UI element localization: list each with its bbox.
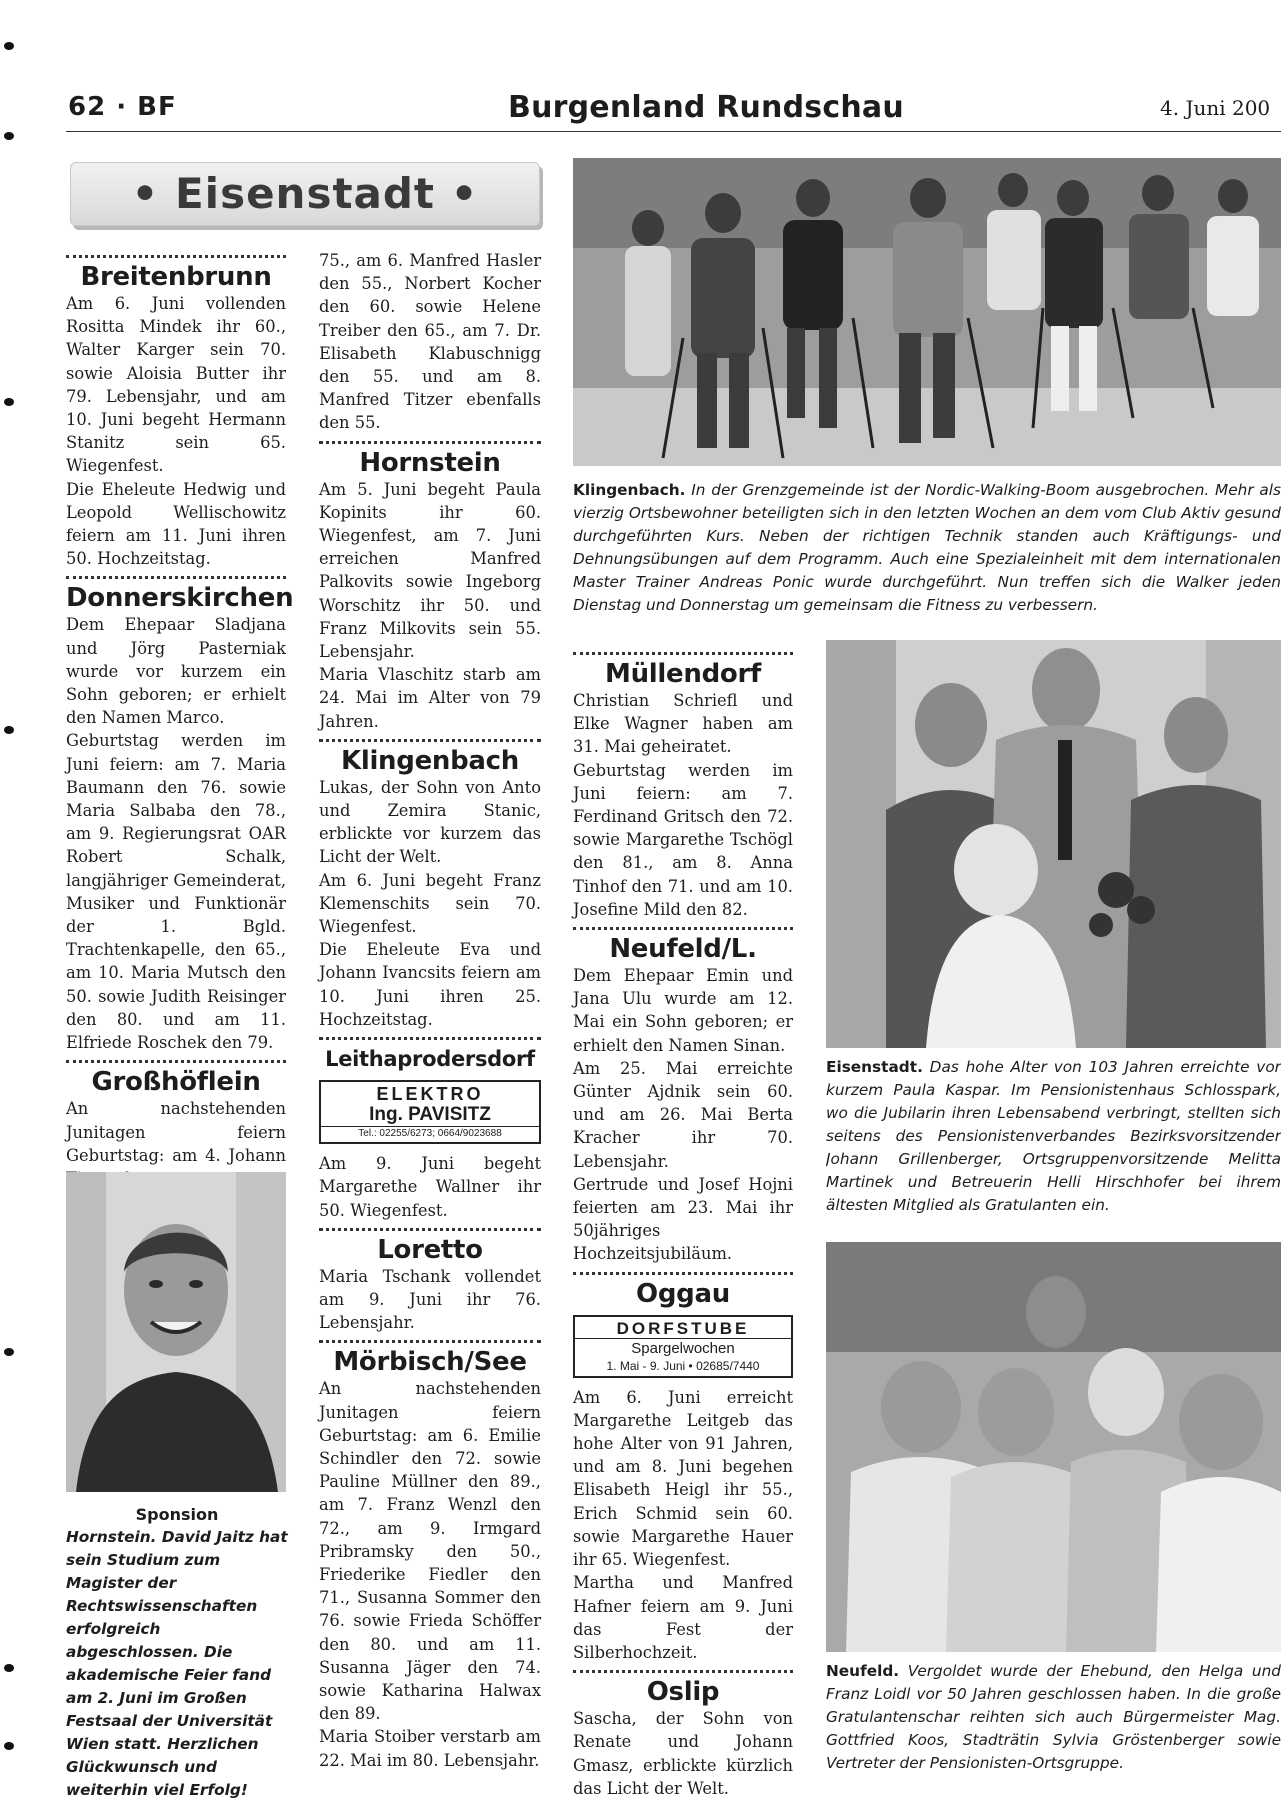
article-text: Lukas, der Sohn von Anto und Zemira Stanic, erblickte vor kurzem das Licht der Welt. <box>319 777 541 867</box>
article-text: Die Eheleute Hedwig und Leopold Wellischowitz feiern am 11. Juni ihren 50. Hochzeitstag. <box>66 479 286 569</box>
sponsion-caption <box>66 1503 288 1802</box>
divider <box>66 576 286 579</box>
heading-muellendorf: Müllendorf <box>605 659 761 689</box>
article-text: An nachstehenden Junitagen feiern Geburtstag: am 6. Emilie Schindler den 72. sowie Pauline Müllner den 89., am 7. Franz Wenzl den 72., am 9. Irmgard Pribramsky den 50., Friederike Fiedler den 71., Susanna Sommer den 76. sowie Frieda Schöffer den 80. und am 11. Susanna Jäger den 74. sowie Katharina Halwax den 89. <box>319 1379 541 1724</box>
ad-line: Spargelwochen <box>631 1339 735 1357</box>
caption-text: Vergoldet wurde der Ehebund, den Helga und Franz Loidl vor 50 Jahren geschlossen haben. In die große Gratulantenschar reihten sich auch Bürgermeister Mag. Gottfried Koos, Stadträtin Sylvia Gröstenberger sowie Vertreter der Pensionisten-Ortsgruppe. <box>826 1662 1281 1772</box>
divider <box>319 441 541 444</box>
heading-oslip: Oslip <box>646 1677 720 1708</box>
divider <box>66 1060 286 1063</box>
ad-dorfstube <box>573 1315 793 1378</box>
caption-lead: Neufeld. <box>826 1662 900 1680</box>
walkers-illustration <box>573 158 1281 466</box>
neufeld-golden-wedding-photo <box>826 1242 1281 1652</box>
header-rule <box>66 131 1281 132</box>
issue-date: 4. Juni 200 <box>1160 96 1271 120</box>
ad-line: Ing. PAVISITZ <box>369 1104 491 1126</box>
article-text: Dem Ehepaar Emin und Jana Ulu wurde am 12. Mai ein Sohn geboren; er erhielt den Namen Sinan. <box>573 966 793 1055</box>
heading-donnerskirchen: Donnerskirchen <box>66 583 294 614</box>
caption-lead: Klingenbach. <box>573 481 686 499</box>
section-banner <box>70 162 540 226</box>
eisenstadt-photo-caption <box>826 1056 1281 1222</box>
article-text: Martha und Manfred Hafner feiern am 9. Juni das Fest der Silberhochzeit. <box>573 1573 793 1662</box>
article-text: Gertrude und Josef Hojni feierten am 23. Mai ihr 50jähriges Hochzeitsjubiläum. <box>573 1174 793 1264</box>
divider <box>319 1340 541 1343</box>
ad-line: 1. Mai - 9. Juni • 02685/7440 <box>606 1358 760 1373</box>
heading-breitenbrunn: Breitenbrunn <box>80 262 272 292</box>
article-text: Geburtstag werden im Juni feiern: am 7. Maria Baumann den 76. sowie Maria Salbaba den 78., am 9. Regierungsrat OAR Robert Schalk, langjähriger Gemeinderat, Musiker und Funktionär der 1. Bgld. Trachtenkapelle, den 65., am 10. Maria Mutsch den 50. sowie Judith Reisinger den 80. und am 11. Elfriede Roschek den 79. <box>66 731 286 1053</box>
klingenbach-photo-caption <box>573 479 1281 619</box>
article-text: Die Eheleute Eva und Johann Ivancsits feiern am 10. Juni ihren 25. Hochzeitstag. <box>319 940 541 1029</box>
heading-loretto: Loretto <box>377 1234 483 1265</box>
article-text: Am 25. Mai erreichte Günter Ajdnik sein 60. und am 26. Mai Berta Kracher ihr 70. Lebensjahr. <box>573 1058 793 1171</box>
page-number: 62 · BF <box>68 92 177 122</box>
portrait-photo <box>66 1172 286 1492</box>
article-text: Maria Stoiber verstarb am 22. Mai im 80. Lebensjahr. <box>319 1727 541 1770</box>
article-text: Am 6. Juni erreicht Margarethe Leitgeb das hohe Alter von 91 Jahren, und am 8. Juni begehen Elisabeth Heigl ihr 55., Erich Schmid sein 60. sowie Margarethe Hauer ihr 65. Wiegenfest. <box>573 1387 793 1570</box>
divider <box>66 255 286 258</box>
heading-neufeld: Neufeld/L. <box>609 934 757 965</box>
article-text: Maria Tschank vollendet am 9. Juni ihr 76. Lebensjahr. <box>319 1266 541 1333</box>
divider <box>319 739 541 742</box>
column-1 <box>66 249 294 1190</box>
divider <box>319 1037 541 1040</box>
caption-lead: Hornstein. <box>66 1528 157 1546</box>
article-text: An nachstehenden Junitagen feiern Geburtstag: am 4. Johann <box>66 1099 286 1165</box>
divider <box>573 927 793 930</box>
portrait-illustration <box>66 1172 286 1492</box>
heading-oggau: Oggau <box>636 1278 730 1309</box>
divider <box>573 652 793 655</box>
article-text: Dem Ehepaar Sladjana und Jörg Pasterniak wurde vor kurzem ein Sohn geboren; er erhielt den Namen Marco. <box>66 615 286 728</box>
sponsion-title: Sponsion <box>135 1505 219 1524</box>
article-text: Am 6. Juni vollenden Rositta Mindek ihr 60., Walter Karger sein 70. sowie Aloisia Butter ihr 79. Lebensjahr, und am 10. Juni begeht Hermann Stanitz sein 65. Wiegenfest. <box>66 294 286 476</box>
newspaper-title: Burgenland Rundschau <box>508 90 904 125</box>
eisenstadt-jubilee-photo <box>826 640 1281 1048</box>
ad-line: Tel.: 02255/6273; 0664/9023688 <box>321 1126 539 1140</box>
heading-klingenbach: Klingenbach <box>340 745 519 776</box>
article-text: Maria Vlaschitz starb am 24. Mai im Alter von 79 Jahren. <box>319 665 541 731</box>
divider <box>573 1670 793 1673</box>
jubilee-illustration <box>826 640 1281 1048</box>
article-text: Christian Schriefl und Elke Wagner haben am 31. Mai geheiratet. <box>573 691 793 757</box>
section-title: • Eisenstadt • <box>131 169 479 218</box>
heading-leithaprodersdorf: Leithaprodersdorf <box>325 1047 535 1072</box>
caption-lead: Eisenstadt. <box>826 1058 923 1076</box>
ad-line: ELEKTRO <box>376 1084 484 1105</box>
ad-line: DORFSTUBE <box>575 1319 791 1339</box>
article-text: Sascha, der Sohn von Renate und Johann Gmasz, erblickte kürzlich das Licht der Welt. <box>573 1709 793 1798</box>
neufeld-photo-caption <box>826 1660 1281 1800</box>
caption-text: Das hohe Alter von 103 Jahren erreichte vor kurzem Paula Kaspar. Im Pensionistenhaus Schlosspark, wo die Jubilarin ihren Lebensabend verbringt, stellten sich seitens des Pensionistenverbandes Bezirksvorsitzender Johann Grillenberger, Ortsgruppenvorsitzende Melitta Martinek und Betreuerin Helli Hirschhofer bei ihrem ältesten Mitglied als Gratulanten ein. <box>826 1058 1281 1214</box>
nordic-walking-photo <box>573 158 1281 466</box>
heading-hornstein: Hornstein <box>359 447 501 478</box>
caption-text: In der Grenzgemeinde ist der Nordic-Walking-Boom ausgebrochen. Mehr als vierzig Ortsbewohner beteiligten sich in den letzten Wochen an dem vom Club Aktiv gesund durchgeführten Kurs. Neben der richtigen Technik standen auch Kräftigungs- und Dehnungsübungen auf dem Programm. Auch eine Spezialeinheit mit dem internationalen Master Trainer Andreas Ponic wurde durchgeführt. Nun treffen sich die Walker jeden Dienstag und Donnerstag um gemeinsam die Fitness zu verbessern. <box>573 481 1281 614</box>
article-text: 75., am 6. Manfred Hasler den 55., Norbert Kocher den 60. sowie Helene Treiber den 65., am 7. Dr. Elisabeth Klabuschnigg den 55. und am 8. Manfred Titzer ebenfalls den 55. <box>319 251 541 433</box>
ad-elektro-pavisitz <box>319 1080 541 1144</box>
article-text: Am 6. Juni begeht Franz Klemenschits sein 70. Wiegenfest. <box>319 870 541 937</box>
column-3 <box>573 646 793 1800</box>
divider <box>319 1228 541 1231</box>
wedding-illustration <box>826 1242 1281 1652</box>
article-text: Am 5. Juni begeht Paula Kopinits ihr 60. Wiegenfest, am 7. Juni erreichen Manfred Palkovits sowie Ingeborg Worschitz ihr 50. und Franz Milkovits sein 55. Lebensjahr. <box>319 479 541 662</box>
heading-grosshoeflein: Großhöflein <box>91 1067 261 1098</box>
article-text: Geburtstag werden im Juni feiern: am 7. Ferdinand Gritsch den 72. sowie Margarethe Tschögl den 81., am 8. Anna Tinhof den 71. und am 10. Josefine Mild den 82. <box>573 760 793 919</box>
article-text: Am 9. Juni begeht Margarethe Wallner ihr 50. Wiegenfest. <box>319 1154 541 1220</box>
caption-text: David Jaitz hat sein Studium zum Magister der Rechtswissenschaften erfolgreich abgeschlossen. Die akademische Feier fand am 2. Juni im Großen Festsaal der Universität Wien statt. Herzlichen Glückwunsch und weiterhin viel Erfolg! <box>66 1528 288 1799</box>
heading-moerbisch: Mörbisch/See <box>333 1347 527 1378</box>
divider <box>573 1272 793 1275</box>
column-2 <box>319 249 541 1772</box>
